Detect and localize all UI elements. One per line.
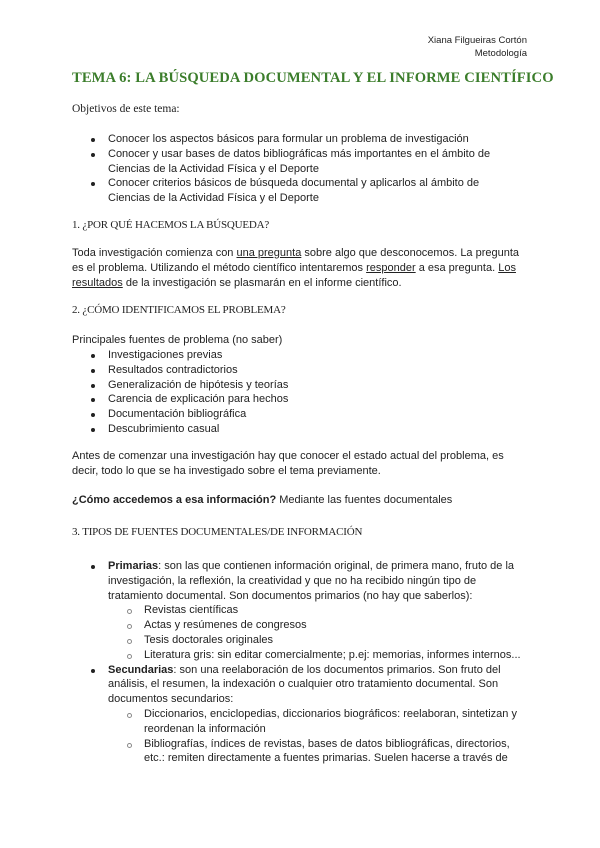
section-heading-1: 1. ¿POR QUÉ HACEMOS LA BÚSQUEDA? <box>72 219 270 231</box>
text: : son las que contienen información original, de primera mano, fruto de la investigación, la reflexión, la creatividad y que no ha recibido ningún tipo de tratamiento documental. Son documentos primarios (no hay que saberlos): <box>108 560 515 602</box>
sources-intro: Principales fuentes de problema (no saber) <box>72 334 283 346</box>
access-question <box>72 494 452 506</box>
list-item-primarias <box>72 559 528 663</box>
list-item: Conocer los aspectos básicos para formular un problema de investigación <box>72 132 508 147</box>
document-title: TEMA 6: LA BÚSQUEDA DOCUMENTAL Y EL INFORME CIENTÍFICO <box>72 70 554 86</box>
list-item: Actas y resúmenes de congresos <box>108 618 528 633</box>
list-item: Bibliografías, índices de revistas, bases de datos bibliográficas, directorios, etc.: remiten directamente a fuentes primarias. Suelen hacerse a través de <box>108 737 528 767</box>
source-types-list <box>72 559 528 766</box>
list-item: Tesis doctorales originales <box>108 633 528 648</box>
author-name: Xiana Filgueiras Cortón <box>427 35 527 46</box>
term: Primarias <box>108 560 159 572</box>
list-item: Resultados contradictorios <box>72 363 492 378</box>
section2-paragraph: Antes de comenzar una investigación hay que conocer el estado actual del problema, es decir, todo lo que se ha investigado sobre el tema previamente. <box>72 450 504 477</box>
section-heading-3: 3. TIPOS DE FUENTES DOCUMENTALES/DE INFORMACIÓN <box>72 526 363 538</box>
text: Toda investigación comienza con <box>72 247 237 259</box>
secondary-docs-list <box>108 707 528 766</box>
objectives-list <box>72 132 508 206</box>
primary-docs-list <box>108 603 528 662</box>
text: sobre algo que desconocemos. La pregunta es el problema. Utilizando el método científico intentaremos <box>72 247 520 274</box>
objectives-label: Objetivos de este tema: <box>72 103 180 115</box>
list-item: Generalización de hipótesis y teorías <box>72 378 492 393</box>
list-item: Diccionarios, enciclopedias, diccionarios biográficos: reelaboran, sintetizan y reordenan la información <box>108 707 528 737</box>
underlined-text: Los resultados <box>72 261 516 289</box>
text: Mediante las fuentes documentales <box>276 494 453 506</box>
list-item: Carencia de explicación para hechos <box>72 392 492 407</box>
list-item-secundarias <box>72 663 528 767</box>
list-item: Descubrimiento casual <box>72 422 492 437</box>
term: Secundarias <box>108 663 174 676</box>
list-item: Conocer criterios básicos de búsqueda documental y aplicarlos al ámbito de Ciencias de la Actividad Física y el Deporte <box>72 176 508 206</box>
problem-sources-list <box>72 348 492 437</box>
section-heading-2: 2. ¿CÓMO IDENTIFICAMOS EL PROBLEMA? <box>72 304 286 316</box>
section1-paragraph <box>72 246 530 290</box>
bold-text: ¿Cómo accedemos a esa información? <box>72 494 277 506</box>
list-item: Documentación bibliográfica <box>72 407 492 422</box>
list-item: Literatura gris: sin editar comercialmente; p.ej: memorias, informes internos... <box>108 648 528 663</box>
list-item: Conocer y usar bases de datos bibliográficas más importantes en el ámbito de Ciencias de la Actividad Física y el Deporte <box>72 147 508 177</box>
page-header <box>428 34 527 60</box>
text: a esa pregunta. <box>415 261 499 274</box>
subject-name: Metodología <box>474 48 527 59</box>
list-item: Investigaciones previas <box>72 348 492 363</box>
list-item: Revistas científicas <box>108 603 528 618</box>
underlined-text: responder <box>366 261 416 274</box>
underlined-text: una pregunta <box>236 247 302 259</box>
text: : son una reelaboración de los documentos primarios. Son fruto del análisis, el resumen, la indexación o cualquier otro tratamiento documental. Son documentos secundarios: <box>108 663 501 706</box>
text: de la investigación se plasmarán en el informe científico. <box>122 276 402 289</box>
